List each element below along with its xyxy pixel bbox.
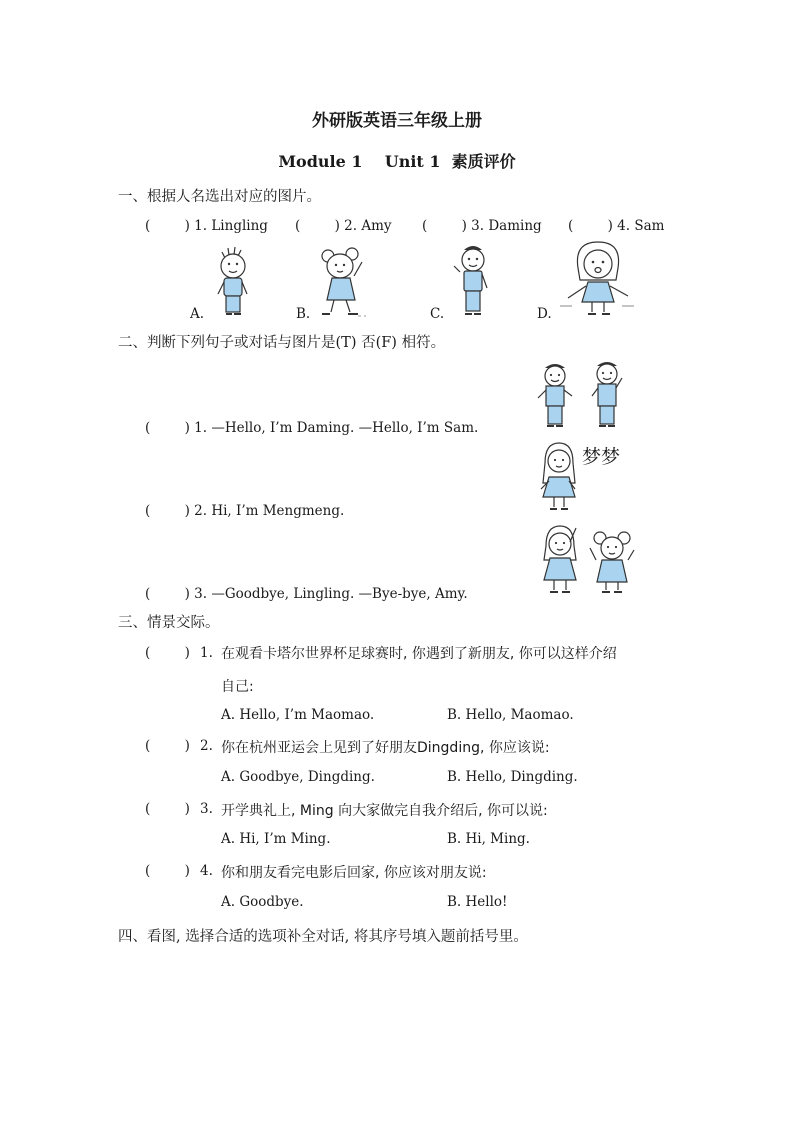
- section3-q2-question: 你在杭州亚运会上见到了好朋友Dingding, 你应该说:: [221, 740, 550, 756]
- section3-q3-option-a[interactable]: A. Hi, I’m Ming.: [221, 831, 331, 847]
- girl-figure-d: [560, 240, 636, 320]
- answer-paren[interactable]: ( ): [145, 586, 190, 602]
- picture-label-b: B.: [296, 306, 311, 322]
- section3-q4-question: 你和朋友看完电影后回家, 你应该对朋友说:: [221, 865, 487, 881]
- item-text: 3. —Goodbye, Lingling. —Bye-bye, Amy.: [194, 586, 468, 602]
- section3-q2-option-a[interactable]: A. Goodbye, Dingding.: [221, 769, 375, 785]
- section3-q2-paren[interactable]: ( ): [145, 738, 190, 754]
- answer-paren[interactable]: ( ): [568, 218, 613, 234]
- section1-heading: 一、根据人名选出对应的图片。: [118, 189, 321, 205]
- section2-item-3: [145, 586, 468, 602]
- section3-q3-paren[interactable]: ( ): [145, 801, 190, 817]
- section3-q4-option-b[interactable]: B. Hello!: [447, 894, 508, 910]
- section3-q1-question-cont: 自己:: [221, 679, 254, 695]
- section3-q1-option-b[interactable]: B. Hello, Maomao.: [447, 707, 574, 723]
- section4-heading: 四、看图, 选择合适的选项补全对话, 将其序号填入题前括号里。: [118, 929, 528, 945]
- section3-q2-option-b[interactable]: B. Hello, Dingding.: [447, 769, 578, 785]
- section3-q1-option-a[interactable]: A. Hello, I’m Maomao.: [221, 707, 375, 723]
- girl-figure-b: [318, 246, 370, 320]
- section3-q1-question: 在观看卡塔尔世界杯足球赛时, 你遇到了新朋友, 你可以这样介绍: [221, 646, 617, 662]
- answer-paren[interactable]: ( ): [145, 420, 190, 436]
- section3-q4-paren[interactable]: ( ): [145, 863, 190, 879]
- answer-paren[interactable]: ( ): [295, 218, 340, 234]
- section1-item-3: [422, 218, 542, 234]
- section2-heading: 二、判断下列句子或对话与图片是(T) 否(F) 相符。: [118, 335, 446, 351]
- section2-item-2: [145, 503, 344, 519]
- boy-figure-c: [452, 242, 494, 320]
- answer-paren[interactable]: ( ): [422, 218, 467, 234]
- answer-paren[interactable]: ( ): [145, 503, 190, 519]
- section3-q3-option-b[interactable]: B. Hi, Ming.: [447, 831, 530, 847]
- boy-figure-a: [212, 244, 256, 320]
- section3-heading: 三、情景交际。: [118, 615, 220, 631]
- page-title: 外研版英语三年级上册: [312, 111, 482, 131]
- section1-item-4: [568, 218, 664, 234]
- section3-q4-num: 4.: [200, 863, 213, 879]
- picture-caption: 梦梦: [582, 446, 621, 468]
- answer-paren[interactable]: ( ): [145, 218, 190, 234]
- item-text: 1. Lingling: [194, 218, 268, 234]
- section3-q4-option-a[interactable]: A. Goodbye.: [221, 894, 304, 910]
- item-text: 1. —Hello, I’m Daming. —Hello, I’m Sam.: [194, 420, 479, 436]
- picture-label-c: C.: [430, 306, 445, 322]
- section1-item-1: [145, 218, 268, 234]
- item-text: 4. Sam: [617, 218, 665, 234]
- section1-item-2: [295, 218, 392, 234]
- girl-mengmeng-picture: [537, 441, 581, 517]
- picture-label-d: D.: [537, 306, 552, 322]
- two-girls-picture: [540, 524, 640, 602]
- item-text: 2. Amy: [344, 218, 392, 234]
- item-text: 3. Daming: [471, 218, 542, 234]
- item-text: 2. Hi, I’m Mengmeng.: [194, 503, 345, 519]
- section3-q1-paren[interactable]: ( ): [145, 645, 190, 661]
- two-boys-picture: [535, 358, 635, 434]
- section2-item-1: [145, 420, 478, 436]
- section3-q3-num: 3.: [200, 801, 213, 817]
- section3-q3-question: 开学典礼上, Ming 向大家做完自我介绍后, 你可以说:: [221, 803, 548, 819]
- section3-q2-num: 2.: [200, 738, 213, 754]
- page-subtitle: Module 1 Unit 1 素质评价: [278, 152, 516, 171]
- section3-q1-num: 1.: [200, 645, 213, 661]
- picture-label-a: A.: [190, 306, 205, 322]
